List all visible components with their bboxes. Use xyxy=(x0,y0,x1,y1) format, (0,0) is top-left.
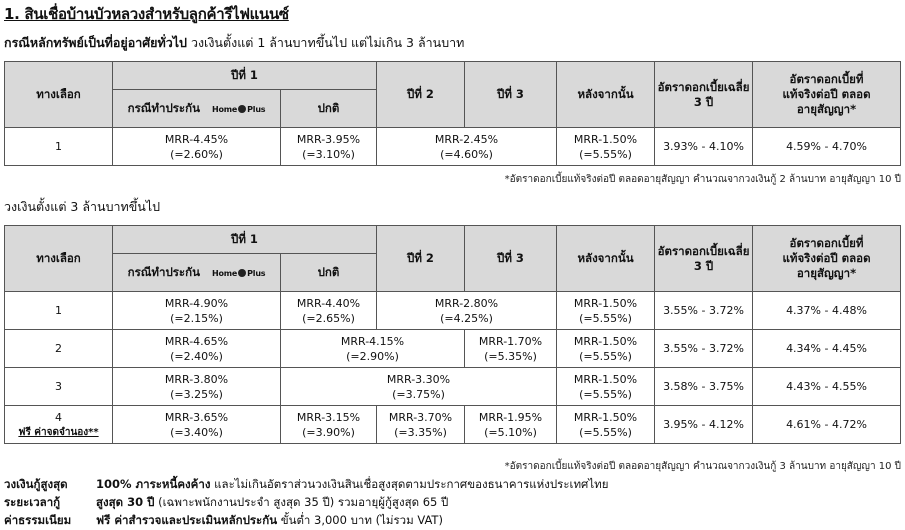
header-year3: ปีที่ 3 xyxy=(465,62,557,128)
header-effective-rate: อัตราดอกเบี้ยที่ แท้จริงต่อปี ตลอด อายุสัญญา* xyxy=(753,226,901,292)
free-mortgage-fee-note: ฟรี ค่าจดจำนอง** xyxy=(18,426,99,438)
section2-label: วงเงินตั้งแต่ 3 ล้านบาทขึ้นไป xyxy=(4,199,161,214)
header-avg-rate: อัตราดอกเบี้ยเฉลี่ย 3 ปี xyxy=(655,62,753,128)
table-row: 3 MRR-3.80% (=3.25%) MRR-3.30% (=3.75%) MRR-1.50% (=5.55%) 3.58% - 3.75% 4.43% - 4.55% xyxy=(5,368,901,406)
home-plus-logo: Home Plus xyxy=(211,268,266,278)
footer-loan-term: ระยะเวลากู้ สูงสุด 30 ปี (เฉพาะพนักงานประจำ สูงสุด 35 ปี) รวมอายุผู้กู้สูงสุด 65 ปี xyxy=(4,495,449,509)
header-insured: กรณีทำประกัน Home Plus xyxy=(113,90,281,128)
rate-table-1 xyxy=(4,61,901,166)
footer-max-loan: วงเงินกู้สูงสุด 100% ภาระหนี้คงค้าง และไม่เกินอัตราส่วนวงเงินสินเชื่อสูงสุดตามประกาศของธนาคารแห่งประเทศไทย xyxy=(4,477,609,491)
footnote-2: *อัตราดอกเบี้ยแท้จริงต่อปี ตลอดอายุสัญญา คำนวณจากวงเงินกู้ 3 ล้านบาท อายุสัญญา 10 ปี xyxy=(504,461,901,472)
header-after: หลังจากนั้น xyxy=(557,226,655,292)
header-normal: ปกติ xyxy=(281,254,377,292)
section1-label-bold: กรณีหลักทรัพย์เป็นที่อยู่อาศัยทั่วไป xyxy=(4,35,187,50)
rate-table-2 xyxy=(4,225,901,444)
header-insured: กรณีทำประกัน Home Plus xyxy=(113,254,281,292)
page-title: 1. สินเชื่อบ้านบัวหลวงสำหรับลูกค้ารีไฟแนนซ์ xyxy=(4,5,289,23)
table-row: 1 MRR-4.45% (=2.60%) MRR-3.95% (=3.10%) MRR-2.45% (=4.60%) MRR-1.50% (=5.55%) 3.93% - 4.10% 4.59% - 4.70% xyxy=(5,128,901,166)
header-year1: ปีที่ 1 xyxy=(113,226,377,254)
header-normal: ปกติ xyxy=(281,90,377,128)
section1-label-normal: วงเงินตั้งแต่ 1 ล้านบาทขึ้นไป แต่ไม่เกิน 3 ล้านบาท xyxy=(190,35,465,50)
header-option: ทางเลือก xyxy=(5,62,113,128)
section1-label xyxy=(4,33,464,53)
header-avg-rate: อัตราดอกเบี้ยเฉลี่ย 3 ปี xyxy=(655,226,753,292)
header-option: ทางเลือก xyxy=(5,226,113,292)
table-row: 1 MRR-4.90% (=2.15%) MRR-4.40% (=2.65%) MRR-2.80% (=4.25%) MRR-1.50% (=5.55%) 3.55% - 3.72% 4.37% - 4.48% xyxy=(5,292,901,330)
header-year2: ปีที่ 2 xyxy=(377,226,465,292)
home-plus-logo: Home Plus xyxy=(211,104,266,114)
header-after: หลังจากนั้น xyxy=(557,62,655,128)
header-year2: ปีที่ 2 xyxy=(377,62,465,128)
footnote-1: *อัตราดอกเบี้ยแท้จริงต่อปี ตลอดอายุสัญญา คำนวณจากวงเงินกู้ 2 ล้านบาท อายุสัญญา 10 ปี xyxy=(504,174,901,185)
header-year3: ปีที่ 3 xyxy=(465,226,557,292)
table-row: 4 ฟรี ค่าจดจำนอง** MRR-3.65% (=3.40%) MRR-3.15% (=3.90%) MRR-3.70% (=3.35%) MRR-1.95% (=5.10%) MRR-1.50% (=5.55%) 3.95% - 4.12% 4.61% - 4.72% xyxy=(5,406,901,444)
footer-fees: ค่าธรรมเนียม ฟรี ค่าสำรวจและประเมินหลักประกัน ขั้นต่ำ 3,000 บาท (ไม่รวม VAT) xyxy=(4,513,443,527)
table-row: 2 MRR-4.65% (=2.40%) MRR-4.15% (=2.90%) MRR-1.70% (=5.35%) MRR-1.50% (=5.55%) 3.55% - 3.72% 4.34% - 4.45% xyxy=(5,330,901,368)
header-year1: ปีที่ 1 xyxy=(113,62,377,90)
header-effective-rate: อัตราดอกเบี้ยที่ แท้จริงต่อปี ตลอด อายุสัญญา* xyxy=(753,62,901,128)
